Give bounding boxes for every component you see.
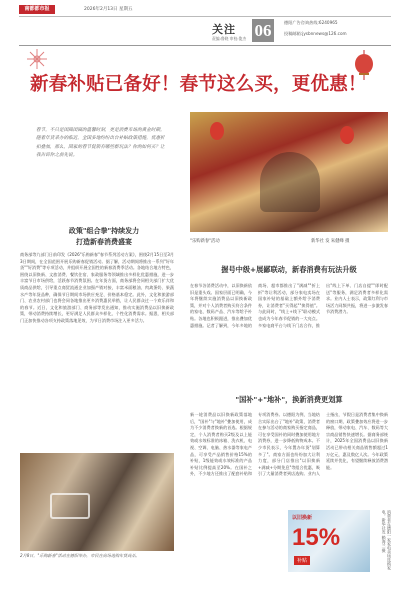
promo-photo bbox=[288, 510, 370, 572]
col1-body: 商务部等九部门日前印发《2026"乐购新春"春节系列活动方案》，围绕2月15日至3月3日期间，在全国范围开展乐购新春促销活动。据了解，活动期间将推出一系列"好年货""好消费"等专项活动，并组织开展全国性的新春消费季活动。各地结合地方特色，围绕以旧换新、文旅消费、餐饮住宿、家政服务等领域推出多样化优惠措施，进一步丰富节日市场供给，活跃春节消费氛围。在年货方面，商务部将会同相关部门扩大优质商品供给，引导重点商贸流通企业加强产销对接，丰富米面粮油、肉禽蛋奶、果蔬水产等年货品种，确保节日期间市场供应充足、价格基本稳定。此外，文化和旅游部门、农业农村部门也将会同各地推出更多消费惠民举措，让人民群众过一个欢乐祥和的春节。近日，文化和旅游部门、商务部等发出通知，推动实施消费品以旧换新政策，带动消费持续增长，更好满足人民群众多样化、个性化消费需求。据悉，相关部门正加快推动各项支持政策落地见效，为节日消费市场注入更多活力。 bbox=[20, 252, 174, 323]
lantern-decoration-icon-2 bbox=[340, 126, 354, 144]
intro-box bbox=[32, 123, 172, 218]
col1-title-line2: 打造新春消费盛宴 bbox=[76, 238, 132, 246]
promo-bottom-text: 补贴 bbox=[294, 556, 310, 565]
decorative-snowflake-graphic bbox=[26, 48, 48, 70]
promo-caption: 消费者在德阳一家家电卖场选购家电。新华社发 赖海兰 摄 bbox=[381, 510, 392, 570]
col1-photo-caption: 2月8日，"乐购新春"活动在德阳举办，市民在商场选购年货商品。 bbox=[20, 553, 140, 558]
intro-text: 春节，不只是团圆团圆的温馨时刻，更是消费市场的黄金时期。随着年货采办的临近，全国多地纷纷出台补贴政策措施，优惠折扣叠加，那么，国家的春节促销有哪些新玩法？你的如何买？让我告诉你之前先说。 bbox=[36, 128, 165, 159]
top-photo-credit: 新华社 发 朱健峰 摄 bbox=[311, 239, 350, 244]
page-number: 06 bbox=[252, 19, 274, 42]
shoppers-figure bbox=[260, 152, 320, 212]
masthead-logo: 南都都市报 bbox=[19, 5, 55, 14]
section-subtitle: 责编:鲁晓 审校:俊杰 bbox=[212, 36, 247, 41]
header-rule-2 bbox=[19, 45, 391, 46]
col1-photo bbox=[20, 453, 174, 551]
promo-big-number: 15% bbox=[292, 524, 341, 551]
top-photo bbox=[190, 112, 388, 232]
top-photo-caption: "乐购新春"活动 bbox=[190, 239, 220, 244]
section3-body-a: 新一轮消费品以旧换新政策落地后，"国补"与"地补"叠加使用，成为不少消费者换新的首选。根据规定，个人消费者购买2级及以上能效或水效标准的冰箱、洗衣机、电视、空调、电脑、热水器等家电产品，可享受产品销售价格15%的补贴，1级能效或水效标准的产品补贴比例提高至20%。在国补之外，不少地方还推出了配套补贴和专项消费券。以德阳为例，当地结合实际出台了"地补"政策，消费者在参与活动的商家购买指定商品，可在享受国补的同时叠加使用地方消费券，进一步降低购物成本。不少市民表示，今年置办年货"划算多了"。商家方面也纷纷加大让利力度，部分门店推出"以旧换新+满减+分期免息"等组合优惠，吸引了大量消费者到店选购。业内人士指出，节假日是消费者集中换新的窗口期，政策叠加效应将进一步释放，带动家电、汽车、数码等大宗商品销售快速增长。据商务部统计，2025年全国消费品以旧换新活动已带动相关商品销售额超过1万亿元，惠及数亿人次。今年政策延续并优化，有望继续释放消费潜能。 bbox=[190, 412, 388, 477]
hotline: 德阳广告咨询热线:6240965 bbox=[284, 20, 338, 25]
promo-top-text: 以旧换新 bbox=[292, 515, 313, 521]
col1-title-line1: 政策"组合拳"持续发力 bbox=[68, 227, 140, 235]
lantern-decoration-icon bbox=[210, 122, 224, 140]
section2-body: 在春节各消费活动中，以旧换新依旧是重头戏。国家层面已明确，今年将继续实施消费品以旧换新政策，并对个人消费者购买符合条件的家电、数码产品、汽车等给予补贴。各地也积极跟进，推出叠加优惠措施。记者了解到，今年多地的商场、超市都推出了"满减""折上折"等让利活动，部分家电卖场在国家补贴的基础上额外给予消费券，让消费者"买得起""换得值"。与此同时，"线上+线下"联动模式也成为今年春节促销的一大亮点。多家电商平台与线下门店合作，推出"线上下单、门店自提""即时配送"等服务，满足消费者多样化需求。业内人士表示，政策红利与市场活力同频共振，将进一步激发春节消费潜力。 bbox=[190, 283, 388, 328]
section3-title: "国补"+"地补"，换新消费更划算 bbox=[235, 395, 343, 404]
shopping-cart-graphic bbox=[50, 493, 90, 519]
page-headline: 新春补贴已备好！春节这么买，更优惠！ bbox=[30, 74, 367, 95]
section-title: 关注 bbox=[212, 23, 236, 36]
section2-title: 握号中级+展鄙联动，新春消费有玩法升级 bbox=[221, 265, 357, 274]
date-line: 2026年2月13日 星期五 bbox=[84, 7, 133, 12]
header-rule bbox=[19, 16, 391, 17]
contact-email: 投稿邮箱:jysbnnews@126.com bbox=[284, 31, 347, 36]
